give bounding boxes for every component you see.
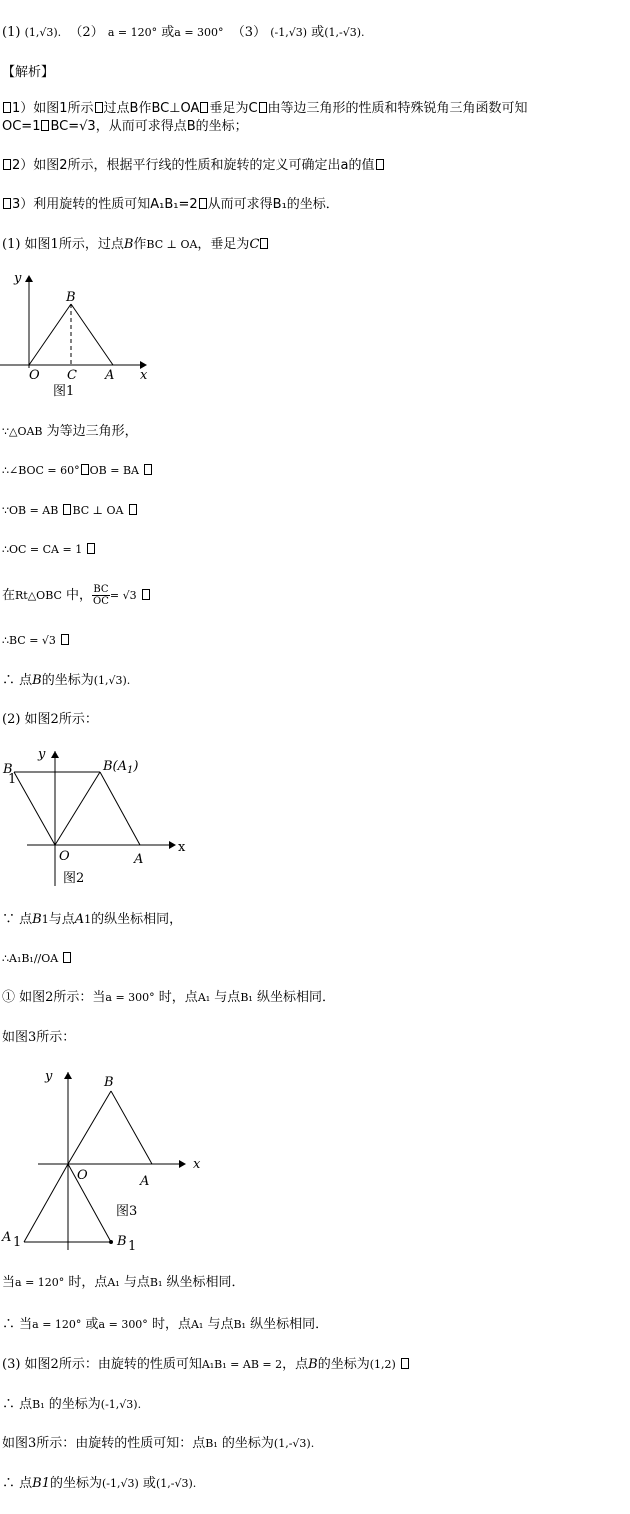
missing-glyph-box (260, 238, 268, 249)
sol3-s4e: 或 (138, 1476, 156, 1491)
analysis-l1b: 过点B作BC⊥OA (103, 101, 200, 116)
analysis-l3: 2）如图2所示，根据平行线的性质和旋转的定义可确定出a的值 (12, 158, 375, 173)
sol1-step7 (2, 672, 130, 690)
answer-line (2, 24, 365, 42)
sol3-s2d: (-1,√3). (100, 1398, 142, 1411)
sol2-step2 (2, 950, 72, 968)
sol3-s3d: (1,-√3). (273, 1437, 315, 1450)
sol2b-s3d: A₁ (197, 991, 211, 1004)
sol2b-s1d: 与点 (48, 912, 75, 927)
sol3-s4d: (-1,√3) (101, 1477, 139, 1490)
sol1-s5a: 在 (2, 588, 16, 603)
sol2c-s1b: a = 120° (15, 1276, 65, 1289)
fig3-label-a1-sub: 1 (13, 1235, 22, 1250)
sol1-step6 (2, 632, 70, 650)
sol1-intro-c: 作 (133, 237, 147, 252)
sol3-s1b: A₁B₁ = AB = 2 (201, 1358, 283, 1371)
fig2-label-ba1-main: B(A (103, 759, 128, 774)
missing-glyph-box (3, 159, 11, 170)
answer-part3-value-a: (-1,√3) (270, 26, 308, 39)
missing-glyph-box (129, 504, 137, 515)
sol1-s6a: ∴ (2, 634, 9, 647)
sol2c-step2 (2, 1316, 328, 1334)
sol2c-s1a: 当 (2, 1275, 16, 1290)
sol2c-step1 (2, 1274, 245, 1292)
sol2b-s1g: 的纵坐标相同， (91, 912, 183, 927)
sol2b-s2b: A₁B₁//OA (9, 952, 59, 965)
fig3-side-ob1 (68, 1164, 111, 1242)
sol1-s4b: OC = CA = 1 (9, 543, 83, 556)
sol1-s7c: 的坐标为 (41, 673, 94, 688)
sol3-step1 (2, 1356, 410, 1374)
fig3-label-a1: A (2, 1230, 12, 1245)
sol2-step1 (2, 911, 182, 929)
missing-glyph-box (63, 952, 71, 963)
missing-glyph-box (63, 504, 71, 515)
fig1-side-ba (71, 304, 113, 365)
sol1-s1c: 为等边三角形， (42, 424, 138, 439)
fig1-side-ob (29, 304, 71, 365)
fig2-y-arrow (51, 751, 59, 758)
sol2b-s1c: 1 (41, 913, 49, 926)
sol1-s1b: △OAB (9, 425, 43, 438)
sol2c-s2g: 与点 (203, 1317, 234, 1332)
sol2-intro: (2) 如图2所示： (2, 712, 98, 727)
sol1-step1 (2, 423, 138, 441)
sol2b-s3c: 时，点 (154, 990, 198, 1005)
fig3-side-oa1 (24, 1164, 68, 1242)
sol1-step2 (2, 462, 153, 480)
sol1-s2c: OB = BA (89, 464, 139, 477)
sol3-s2c: 的坐标为 (44, 1397, 101, 1412)
sol1-s3b: OB = AB (9, 504, 59, 517)
fig3-x-arrow (179, 1160, 186, 1168)
sol2b-s2a: ∴ (2, 952, 9, 965)
sol2b-s3g: 纵坐标相同． (252, 990, 335, 1005)
sol3-s3a: 如图3所示：由旋转的性质可知：点 (2, 1436, 206, 1451)
fig3-label-o: O (77, 1168, 88, 1183)
sol3-s3b: B₁ (205, 1437, 218, 1450)
fig3-y-arrow (64, 1072, 72, 1079)
sol1-intro (2, 236, 269, 254)
sol1-step5 (2, 584, 151, 607)
fig1-label-c: C (67, 368, 77, 383)
sol2c-s2c: 或 (81, 1317, 99, 1332)
sol1-s2b: ∠BOC = 60° (9, 464, 80, 477)
sol2c-s2d: a = 300° (98, 1318, 148, 1331)
fig3-label-b1: B (117, 1234, 127, 1249)
fig3-side-ob (68, 1091, 111, 1164)
fig2-x-arrow (169, 841, 176, 849)
sol1-s3c: BC ⊥ OA (72, 504, 124, 517)
missing-glyph-box (81, 464, 89, 475)
fig1-label-a: A (105, 368, 115, 383)
fraction-bc-over-oc (92, 584, 110, 607)
sol2c-s2e: 时，点 (147, 1317, 191, 1332)
sol1-s5b: Rt△OBC (15, 589, 62, 602)
analysis-l4a: 3）利用旋转的性质可知A₁B₁=2 (12, 197, 198, 212)
missing-glyph-box (376, 159, 384, 170)
sol3-s2a: ∴ 点 (2, 1397, 33, 1412)
sol1-intro-a: (1) 如图1所示，过点 (2, 237, 124, 252)
sol1-intro-d: BC ⊥ OA (146, 238, 198, 251)
sol1-s5d: = √3 (109, 589, 137, 602)
missing-glyph-box (41, 120, 49, 131)
fig3-label-a: A (140, 1174, 150, 1189)
sol3-s1d: B (308, 1357, 318, 1372)
sol2b-s1b: B (32, 912, 42, 927)
fig2-label-ba1-close: ) (133, 759, 139, 774)
sol1-intro-e: ，垂足为 (197, 237, 250, 252)
analysis-l4b: 从而可求得B₁的坐标． (207, 197, 339, 212)
sol1-s2a: ∴ (2, 464, 9, 477)
sol2c-s2f: A₁ (190, 1318, 204, 1331)
sol3-s4b: B1 (32, 1476, 50, 1491)
sol1-intro-b: B (123, 237, 134, 252)
sol3-s4a: ∴ 点 (2, 1476, 33, 1491)
fig1-label-b: B (66, 290, 76, 305)
sol3-s3c: 的坐标为 (217, 1436, 274, 1451)
fig2-label-ba1 (102, 759, 138, 776)
sol3-s1a: (3) 如图2所示：由旋转的性质可知 (2, 1357, 202, 1372)
missing-glyph-box (401, 1358, 409, 1369)
sol2c-s2a: ∴ 当 (2, 1317, 33, 1332)
figure-2 (0, 743, 200, 888)
fig3-label-b: B (104, 1075, 114, 1090)
answer-part3-label: （3） (231, 25, 267, 40)
analysis-line-4 (2, 196, 339, 214)
sol2c-s1d: A₁ (107, 1276, 120, 1289)
answer-part3-or: 或 (311, 25, 325, 40)
sol2c-s1c: 时，点 (64, 1275, 108, 1290)
fig2-caption: 图2 (63, 871, 85, 886)
fig3-caption: 图3 (116, 1204, 138, 1219)
fig3-label-b1-sub: 1 (128, 1239, 137, 1254)
sol3-s4f: (1,-√3). (155, 1477, 197, 1490)
sol1-s6b: BC = √3 (9, 634, 56, 647)
missing-glyph-box (3, 102, 11, 113)
sol3-step3 (2, 1435, 314, 1453)
sol1-step3 (2, 502, 138, 520)
analysis-line-1 (2, 100, 528, 118)
missing-glyph-box (95, 102, 103, 113)
sol2c-s1e: 与点 (119, 1275, 150, 1290)
sol2b-s1e: A (74, 912, 85, 927)
sol3-step2 (2, 1396, 141, 1414)
fig3-label-y: y (45, 1069, 53, 1084)
sol2-step3 (2, 989, 335, 1007)
sol3-s1e: 的坐标为 (317, 1357, 370, 1372)
fig1-caption: 图1 (53, 384, 75, 399)
sol3-step4 (2, 1475, 196, 1493)
fig3-label-x: x (193, 1157, 201, 1172)
fig2-label-x: x (178, 840, 186, 855)
sol2c-s1f: B₁ (149, 1276, 163, 1289)
sol2b-s1f: 1 (84, 913, 92, 926)
sol1-s7b: B (32, 673, 42, 688)
sol3-s1f: (1,2) (369, 1358, 396, 1371)
analysis-l2a: OC=1 (2, 119, 41, 134)
figure-3 (0, 1062, 215, 1257)
answer-part2-or: 或 (161, 25, 175, 40)
fraction-numerator: BC (93, 584, 109, 595)
sol2b-s3f: B₁ (240, 991, 253, 1004)
sol3-s4c: 的坐标为 (49, 1476, 102, 1491)
fig3-side-ba (111, 1091, 152, 1164)
sol1-s7d: (1,√3). (93, 674, 131, 687)
analysis-l1a: 1）如图1所示 (12, 101, 94, 116)
sol3-s2b: B₁ (32, 1398, 45, 1411)
sol1-s7a: ∴ 点 (2, 673, 33, 688)
fig2-side-ob (55, 772, 100, 845)
analysis-line-3 (2, 157, 385, 175)
missing-glyph-box (87, 543, 95, 554)
fraction-denominator: OC (93, 596, 109, 607)
fig3-point-b1 (109, 1240, 113, 1244)
fig1-label-y: y (14, 271, 22, 286)
missing-glyph-box (61, 634, 69, 645)
sol1-s5c: 中， (61, 588, 93, 603)
answer-part3-value-b: (1,-√3). (324, 26, 365, 39)
fig1-y-arrow (25, 275, 33, 282)
figure-1 (0, 268, 160, 403)
sol2b-s3e: 与点 (210, 990, 241, 1005)
analysis-l2b: BC=√3，从而可求得点B的坐标； (50, 119, 248, 134)
missing-glyph-box (3, 198, 11, 209)
sol2c-s2b: a = 120° (32, 1318, 82, 1331)
fig2-side-ob1 (14, 772, 55, 845)
fig2-label-a: A (134, 852, 144, 867)
fig2-label-y: y (38, 747, 46, 762)
answer-part2-value-b: a = 300° (174, 26, 224, 39)
answer-part2-label: （2） (69, 25, 104, 40)
sol2-step4: 如图3所示： (2, 1030, 76, 1045)
fig2-label-b1-main: B (3, 762, 13, 777)
missing-glyph-box (259, 102, 267, 113)
sol1-s4a: ∴ (2, 543, 9, 556)
fig2-label-ba1-sub: 1 (127, 765, 134, 776)
fig2-label-o: O (59, 849, 70, 864)
sol2c-s1g: 纵坐标相同． (162, 1275, 245, 1290)
sol1-s1a: ∵ (2, 425, 9, 438)
missing-glyph-box (199, 198, 207, 209)
sol2c-s2h: B₁ (233, 1318, 246, 1331)
analysis-line-2 (2, 118, 248, 136)
analysis-l1d: 由等边三角形的性质和特殊锐角三角函数可知 (267, 101, 528, 116)
sol2b-s3a: ① 如图2所示：当 (2, 990, 106, 1005)
sol3-s1c: ，点 (282, 1357, 309, 1372)
analysis-heading: 【解析】 (2, 65, 55, 80)
fig2-label-b1-sub: 1 (8, 772, 17, 787)
missing-glyph-box (144, 464, 152, 475)
sol1-step4 (2, 541, 96, 559)
answer-part1-value: (1,√3). (24, 26, 62, 39)
sol1-s3a: ∵ (2, 504, 9, 517)
answer-part2-value-a: a = 120° (107, 26, 158, 39)
missing-glyph-box (142, 589, 150, 600)
fig1-label-o: O (29, 368, 40, 383)
sol2c-s2i: 纵坐标相同． (245, 1317, 329, 1332)
fig2-side-ba (100, 772, 140, 845)
fig1-label-x: x (140, 368, 148, 383)
sol1-intro-f: C (249, 237, 260, 252)
sol2b-s1a: ∵ 点 (2, 912, 33, 927)
missing-glyph-box (200, 102, 208, 113)
answer-part1-label: (1) (2, 25, 21, 40)
sol2b-s3b: a = 300° (105, 991, 155, 1004)
analysis-l1c: 垂足为C (209, 101, 258, 116)
